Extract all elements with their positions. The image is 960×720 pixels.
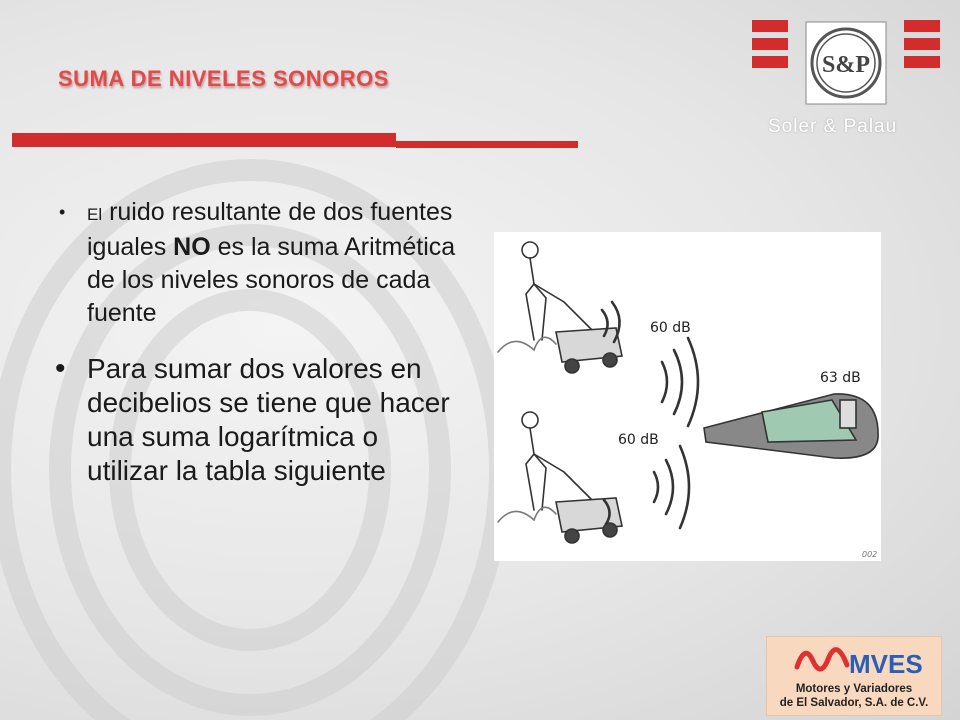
bullet-1-lead-word: El	[87, 205, 103, 224]
lawn-mower-person-icon	[498, 242, 622, 373]
mves-logo	[766, 636, 942, 716]
noise-illustration	[494, 232, 881, 561]
mves-mark-icon	[767, 637, 941, 683]
bullet-2-text: Para sumar dos valores en decibelios se tiene que hacer una suma logarítmica o utilizar la tabla siguiente	[87, 353, 450, 486]
slide-title: SUMA DE NIVELES SONOROS	[58, 66, 389, 91]
meter-reading: 63 dB	[820, 370, 861, 386]
figure-code: 002	[862, 550, 878, 559]
partner-name-line-2: de El Salvador, S.A. de C.V.	[779, 697, 929, 709]
sound-level-meter-icon	[704, 394, 878, 458]
bullet-dot-icon: •	[55, 352, 66, 385]
top-source-level: 60 dB	[650, 320, 691, 336]
brand-name: Soler & Palau	[768, 116, 898, 137]
bullet-1-text-before: ruido resultante de dos fuentes iguales	[87, 198, 453, 261]
logo-mark-text: S&P	[822, 52, 870, 78]
bullet-list	[55, 196, 465, 488]
title-underline-thin-bar	[396, 141, 578, 148]
mves-mark-text: MVES	[849, 649, 923, 679]
bullet-dot-icon: •	[59, 202, 66, 222]
bullet-1-text-after: es la suma Aritmética de los niveles sonoros de cada fuente	[87, 233, 456, 327]
lawn-mower-person-icon	[498, 412, 622, 543]
bullet-item-1	[55, 196, 465, 330]
title-underline-bar	[12, 133, 396, 147]
bullet-item-2	[55, 352, 465, 488]
bullet-1-emphasis: NO	[173, 233, 211, 261]
partner-name-line-1: Motores y Variadores	[795, 683, 913, 695]
bottom-source-level: 60 dB	[618, 432, 659, 448]
